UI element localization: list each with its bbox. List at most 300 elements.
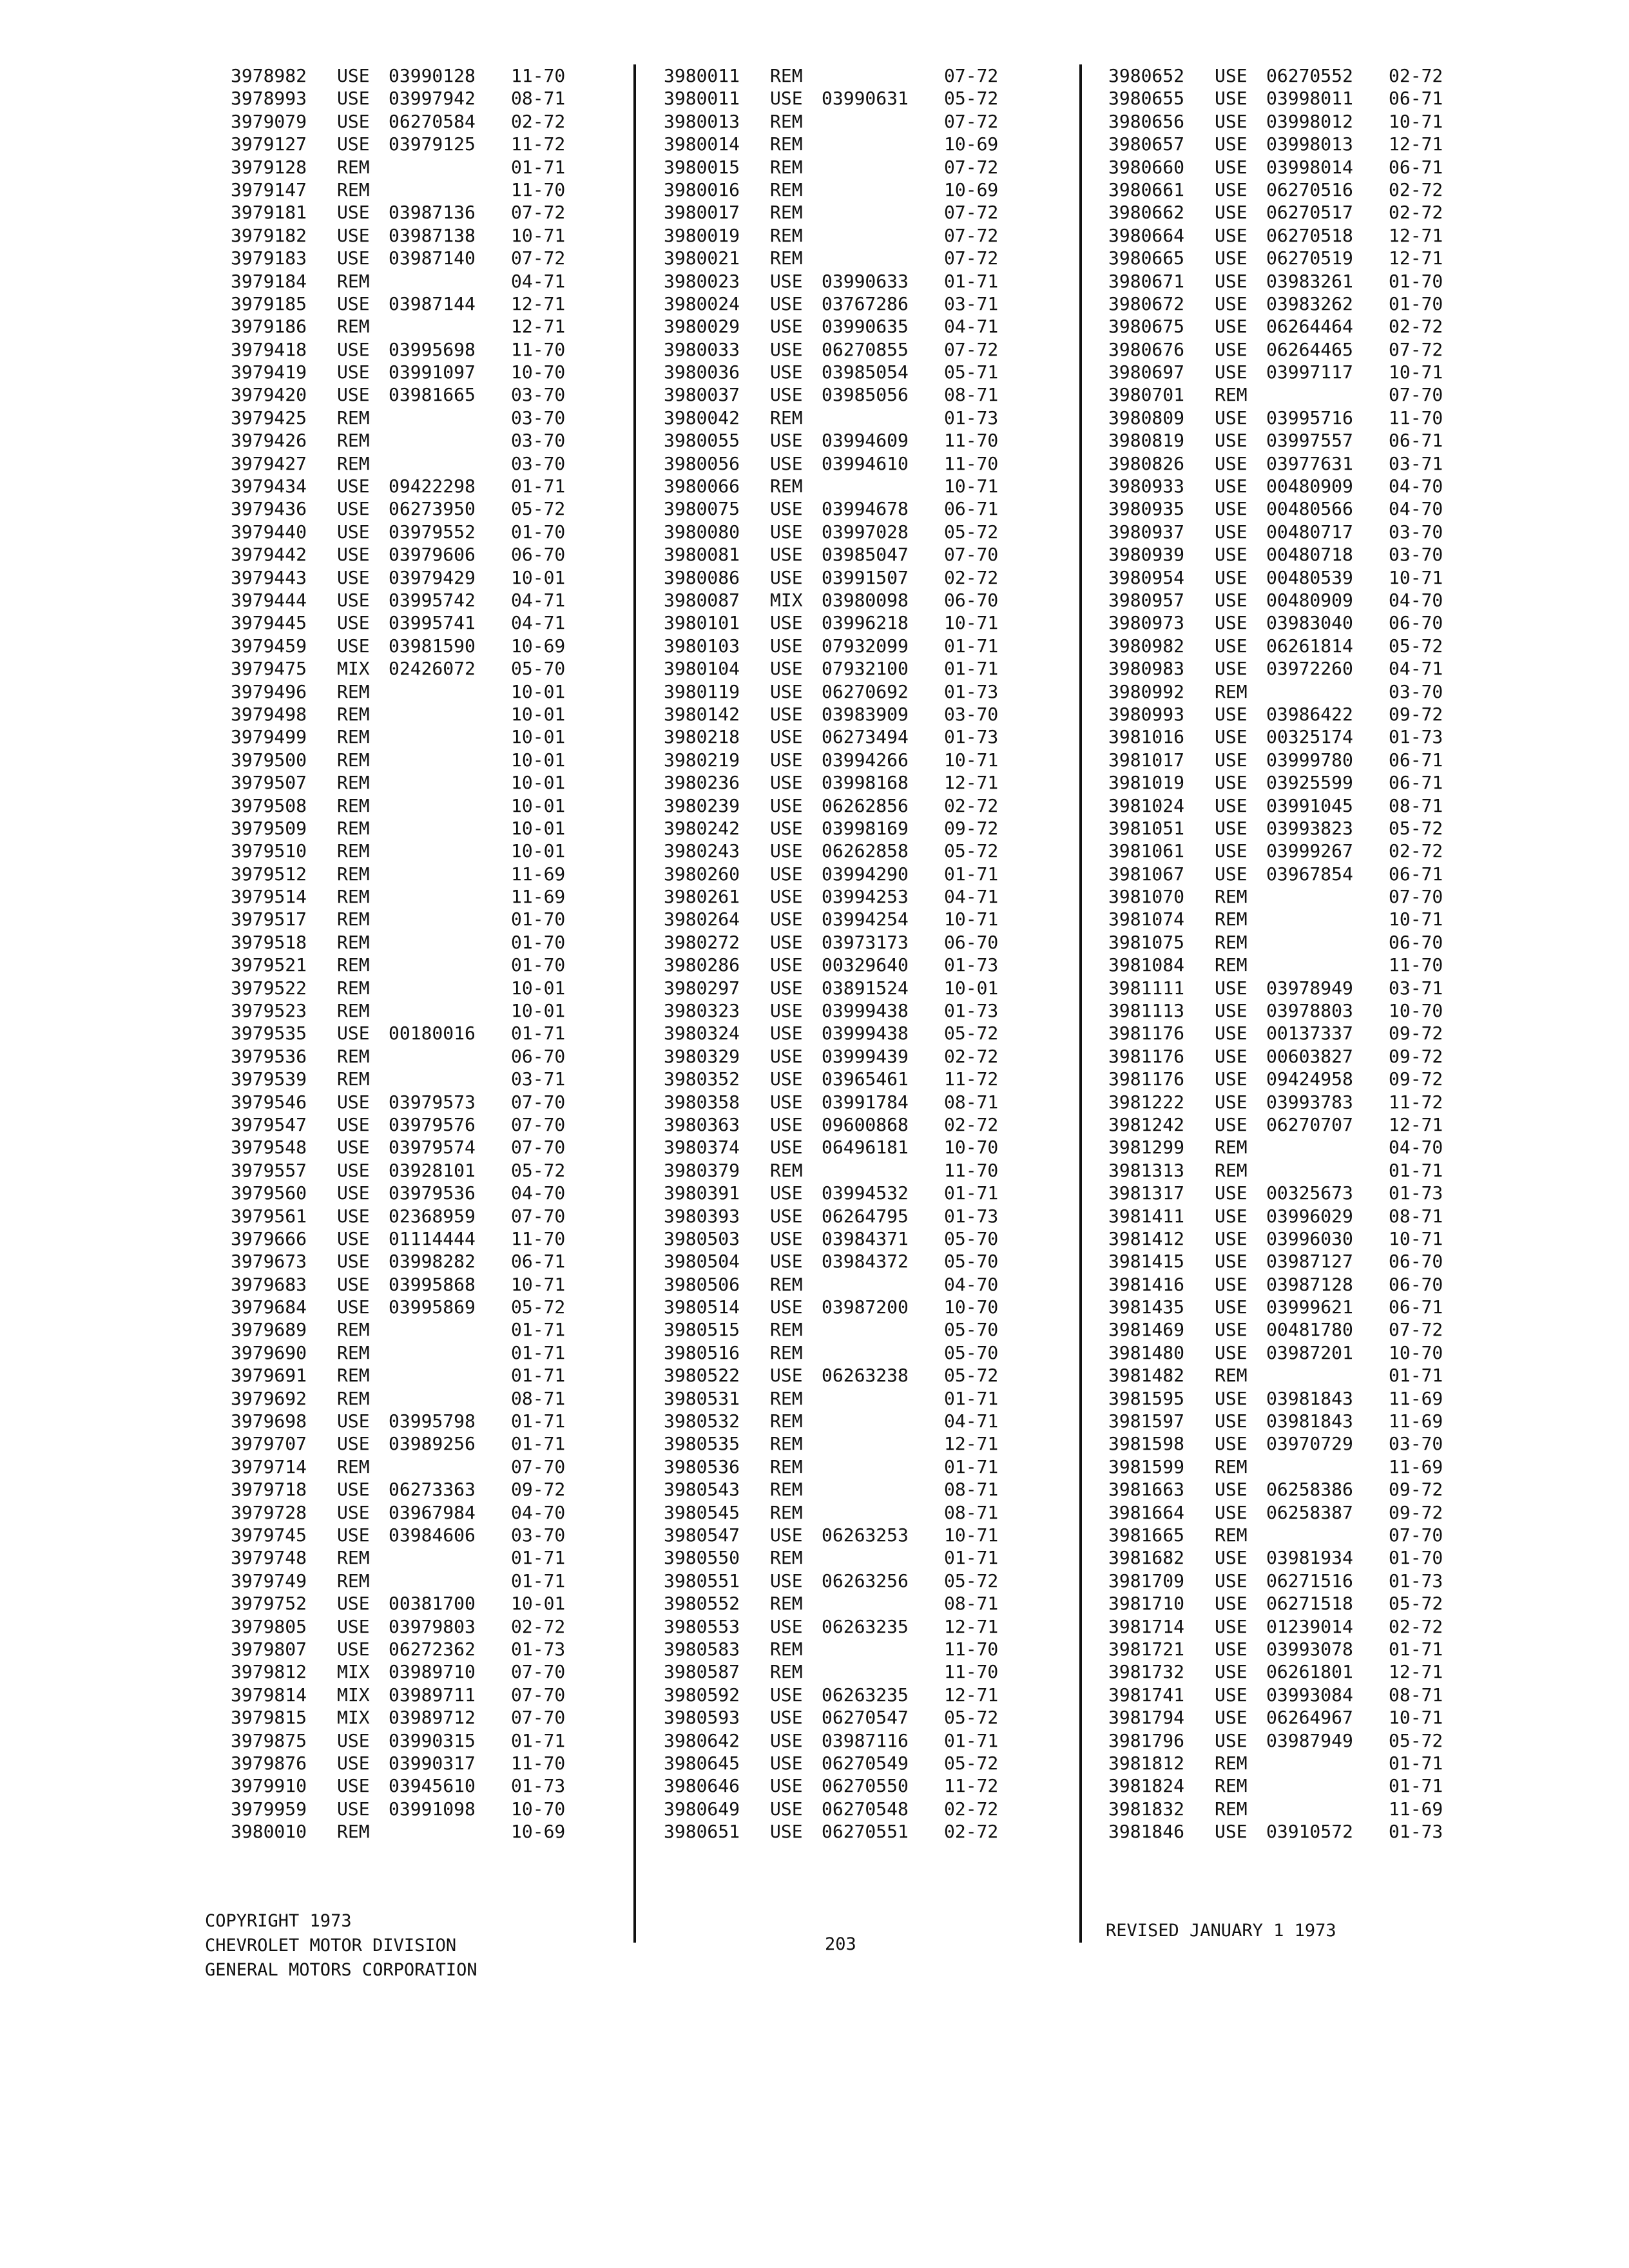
part-number: 3979745 bbox=[231, 1524, 307, 1546]
part-row bbox=[231, 794, 617, 817]
replacement-number: 01114444 bbox=[389, 1227, 476, 1249]
replacement-number: 02426072 bbox=[389, 658, 476, 680]
action-code: USE bbox=[770, 1023, 803, 1044]
date-code: 07-72 bbox=[511, 202, 566, 224]
part-row bbox=[664, 1546, 1063, 1569]
replacement-number: 03999438 bbox=[822, 1023, 909, 1044]
part-number: 3980272 bbox=[664, 931, 740, 953]
part-number: 3979752 bbox=[231, 1593, 307, 1615]
date-code: 10-70 bbox=[511, 361, 566, 383]
part-number: 3980522 bbox=[664, 1365, 740, 1387]
date-code: 05-72 bbox=[511, 1159, 566, 1181]
part-row bbox=[664, 1113, 1063, 1136]
replacement-number: 06270692 bbox=[822, 680, 909, 702]
date-code: 11-69 bbox=[1389, 1387, 1443, 1409]
date-code: 08-71 bbox=[511, 1387, 566, 1409]
action-code: USE bbox=[1215, 612, 1248, 634]
part-row bbox=[1108, 1045, 1508, 1068]
action-code: USE bbox=[770, 1524, 803, 1546]
part-row bbox=[664, 452, 1063, 475]
action-code: REM bbox=[337, 1387, 370, 1409]
date-code: 01-71 bbox=[511, 1570, 566, 1591]
replacement-number: 06270550 bbox=[822, 1775, 909, 1797]
part-row bbox=[664, 1045, 1063, 1068]
action-code: USE bbox=[1215, 202, 1248, 224]
replacement-number: 03990317 bbox=[389, 1752, 476, 1774]
part-number: 3980055 bbox=[664, 430, 740, 452]
date-code: 09-72 bbox=[1389, 1068, 1443, 1090]
part-row bbox=[664, 1638, 1063, 1660]
action-code: REM bbox=[770, 1159, 803, 1181]
date-code: 11-69 bbox=[1389, 1410, 1443, 1432]
date-code: 05-70 bbox=[944, 1341, 999, 1363]
part-number: 3979812 bbox=[231, 1661, 307, 1683]
part-row bbox=[664, 840, 1063, 862]
part-number: 3980506 bbox=[664, 1273, 740, 1295]
date-code: 11-70 bbox=[511, 65, 566, 86]
replacement-number: 03989710 bbox=[389, 1661, 476, 1683]
replacement-number: 09424958 bbox=[1266, 1068, 1353, 1090]
part-row bbox=[231, 1091, 617, 1113]
part-number: 3981061 bbox=[1108, 840, 1185, 862]
part-row bbox=[1108, 1387, 1508, 1410]
part-number: 3979445 bbox=[231, 612, 307, 634]
part-row bbox=[1108, 270, 1508, 293]
part-number: 3979673 bbox=[231, 1251, 307, 1273]
part-row bbox=[1108, 429, 1508, 452]
part-number: 3981016 bbox=[1108, 726, 1185, 748]
date-code: 11-70 bbox=[944, 452, 999, 474]
action-code: USE bbox=[1215, 338, 1248, 360]
action-code: REM bbox=[337, 863, 370, 885]
action-code: USE bbox=[770, 1091, 803, 1113]
date-code: 01-71 bbox=[511, 156, 566, 178]
part-number: 3980352 bbox=[664, 1068, 740, 1090]
part-number: 3979546 bbox=[231, 1091, 307, 1113]
replacement-number: 03928101 bbox=[389, 1159, 476, 1181]
part-number: 3978993 bbox=[231, 88, 307, 110]
action-code: REM bbox=[770, 133, 803, 155]
part-number: 3980379 bbox=[664, 1159, 740, 1181]
date-code: 10-01 bbox=[944, 977, 999, 999]
date-code: 01-73 bbox=[944, 1000, 999, 1022]
date-code: 01-73 bbox=[1389, 1570, 1443, 1591]
replacement-number: 03990633 bbox=[822, 270, 909, 292]
date-code: 03-70 bbox=[511, 452, 566, 474]
part-number: 3980017 bbox=[664, 202, 740, 224]
part-number: 3979427 bbox=[231, 452, 307, 474]
date-code: 07-70 bbox=[511, 1205, 566, 1227]
action-code: USE bbox=[1215, 1182, 1248, 1204]
action-code: USE bbox=[770, 863, 803, 885]
part-row bbox=[1108, 475, 1508, 497]
action-code: USE bbox=[1215, 1205, 1248, 1227]
replacement-number: 09600868 bbox=[822, 1113, 909, 1135]
part-number: 3979523 bbox=[231, 1000, 307, 1022]
action-code: USE bbox=[337, 133, 370, 155]
part-number: 3980104 bbox=[664, 658, 740, 680]
part-number: 3979547 bbox=[231, 1113, 307, 1135]
action-code: USE bbox=[1215, 840, 1248, 862]
part-row bbox=[231, 1432, 617, 1455]
part-row bbox=[1108, 1752, 1508, 1774]
action-code: REM bbox=[770, 476, 803, 497]
replacement-number: 03985047 bbox=[822, 544, 909, 566]
part-number: 3980029 bbox=[664, 316, 740, 338]
part-number: 3981482 bbox=[1108, 1365, 1185, 1387]
part-row bbox=[231, 703, 617, 726]
action-code: USE bbox=[1215, 247, 1248, 269]
part-number: 3981111 bbox=[1108, 977, 1185, 999]
date-code: 10-01 bbox=[511, 840, 566, 862]
part-number: 3980655 bbox=[1108, 88, 1185, 110]
part-row bbox=[231, 1615, 617, 1638]
action-code: USE bbox=[770, 1775, 803, 1797]
date-code: 04-70 bbox=[511, 1501, 566, 1523]
replacement-number: 06270517 bbox=[1266, 202, 1353, 224]
action-code: USE bbox=[337, 1593, 370, 1615]
part-row bbox=[231, 1045, 617, 1068]
action-code: REM bbox=[337, 1365, 370, 1387]
part-row bbox=[664, 1364, 1063, 1387]
part-row bbox=[664, 521, 1063, 543]
part-number: 3981664 bbox=[1108, 1501, 1185, 1523]
part-row bbox=[664, 1592, 1063, 1615]
part-number: 3980954 bbox=[1108, 566, 1185, 588]
part-row bbox=[664, 1159, 1063, 1182]
date-code: 10-71 bbox=[944, 476, 999, 497]
replacement-number: 03991784 bbox=[822, 1091, 909, 1113]
part-row bbox=[1108, 1091, 1508, 1113]
part-number: 3980547 bbox=[664, 1524, 740, 1546]
action-code: REM bbox=[770, 407, 803, 428]
date-code: 11-70 bbox=[511, 1227, 566, 1249]
part-number: 3980933 bbox=[1108, 476, 1185, 497]
date-code: 06-71 bbox=[1389, 749, 1443, 771]
part-number: 3980550 bbox=[664, 1547, 740, 1569]
date-code: 01-71 bbox=[944, 863, 999, 885]
action-code: REM bbox=[770, 1456, 803, 1477]
action-code: REM bbox=[337, 931, 370, 953]
action-code: USE bbox=[1215, 863, 1248, 885]
part-row bbox=[1108, 1022, 1508, 1044]
replacement-number: 03989711 bbox=[389, 1684, 476, 1706]
part-row bbox=[1108, 1410, 1508, 1432]
action-code: USE bbox=[337, 1524, 370, 1546]
part-number: 3980013 bbox=[664, 110, 740, 132]
date-code: 12-71 bbox=[1389, 247, 1443, 269]
part-number: 3980826 bbox=[1108, 452, 1185, 474]
part-number: 3979539 bbox=[231, 1068, 307, 1090]
action-code: USE bbox=[1215, 794, 1248, 816]
action-code: USE bbox=[1215, 110, 1248, 132]
part-number: 3979814 bbox=[231, 1684, 307, 1706]
date-code: 01-73 bbox=[1389, 726, 1443, 748]
part-row bbox=[231, 611, 617, 634]
part-number: 3979444 bbox=[231, 589, 307, 611]
part-number: 3980297 bbox=[664, 977, 740, 999]
part-number: 3981222 bbox=[1108, 1091, 1185, 1113]
part-number: 3980056 bbox=[664, 452, 740, 474]
date-code: 01-70 bbox=[511, 521, 566, 543]
date-code: 03-70 bbox=[1389, 680, 1443, 702]
part-number: 3980329 bbox=[664, 1045, 740, 1067]
action-code: USE bbox=[337, 361, 370, 383]
action-code: USE bbox=[770, 1182, 803, 1204]
action-code: USE bbox=[1215, 498, 1248, 520]
part-row bbox=[1108, 840, 1508, 862]
date-code: 07-70 bbox=[1389, 384, 1443, 406]
replacement-number: 03991098 bbox=[389, 1798, 476, 1820]
action-code: USE bbox=[337, 338, 370, 360]
action-code: REM bbox=[337, 703, 370, 725]
date-code: 11-70 bbox=[1389, 954, 1443, 976]
action-code: REM bbox=[337, 407, 370, 428]
date-code: 01-70 bbox=[511, 954, 566, 976]
part-number: 3979666 bbox=[231, 1227, 307, 1249]
date-code: 10-01 bbox=[511, 772, 566, 794]
replacement-number: 03997117 bbox=[1266, 361, 1353, 383]
replacement-number: 03995716 bbox=[1266, 407, 1353, 428]
replacement-number: 07932099 bbox=[822, 635, 909, 657]
action-code: USE bbox=[770, 794, 803, 816]
part-row bbox=[231, 931, 617, 954]
part-number: 3981019 bbox=[1108, 772, 1185, 794]
part-number: 3981435 bbox=[1108, 1296, 1185, 1318]
part-number: 3979728 bbox=[231, 1501, 307, 1523]
date-code: 06-70 bbox=[1389, 1273, 1443, 1295]
replacement-number: 03984606 bbox=[389, 1524, 476, 1546]
date-code: 05-72 bbox=[511, 498, 566, 520]
part-number: 3980516 bbox=[664, 1341, 740, 1363]
replacement-number: 03994609 bbox=[822, 430, 909, 452]
part-row bbox=[231, 1182, 617, 1204]
part-row bbox=[231, 1524, 617, 1546]
part-number: 3980552 bbox=[664, 1593, 740, 1615]
replacement-number: 03998014 bbox=[1266, 156, 1353, 178]
replacement-number: 06270548 bbox=[822, 1798, 909, 1820]
part-number: 3979959 bbox=[231, 1798, 307, 1820]
part-row bbox=[1108, 726, 1508, 748]
copyright-line: GENERAL MOTORS CORPORATION bbox=[205, 1960, 477, 1980]
action-code: USE bbox=[770, 270, 803, 292]
part-number: 3979683 bbox=[231, 1273, 307, 1295]
action-code: REM bbox=[1215, 886, 1248, 908]
part-number: 3979748 bbox=[231, 1547, 307, 1569]
action-code: REM bbox=[1215, 1365, 1248, 1387]
replacement-number: 03995698 bbox=[389, 338, 476, 360]
action-code: USE bbox=[1215, 1410, 1248, 1432]
action-code: REM bbox=[337, 726, 370, 748]
part-row bbox=[1108, 1273, 1508, 1296]
date-code: 08-71 bbox=[1389, 1684, 1443, 1706]
action-code: USE bbox=[1215, 407, 1248, 428]
action-code: USE bbox=[770, 658, 803, 680]
date-code: 05-72 bbox=[944, 1365, 999, 1387]
action-code: USE bbox=[337, 293, 370, 314]
part-row bbox=[1108, 1227, 1508, 1250]
part-number: 3981411 bbox=[1108, 1205, 1185, 1227]
part-number: 3979522 bbox=[231, 977, 307, 999]
date-code: 07-70 bbox=[511, 1091, 566, 1113]
replacement-number: 03967984 bbox=[389, 1501, 476, 1523]
date-code: 01-70 bbox=[1389, 270, 1443, 292]
date-code: 01-73 bbox=[511, 1775, 566, 1797]
part-number: 3980261 bbox=[664, 886, 740, 908]
part-number: 3979127 bbox=[231, 133, 307, 155]
date-code: 10-70 bbox=[511, 1798, 566, 1820]
part-number: 3979500 bbox=[231, 749, 307, 771]
replacement-number: 03999267 bbox=[1266, 840, 1353, 862]
replacement-number: 03970729 bbox=[1266, 1433, 1353, 1455]
part-number: 3981741 bbox=[1108, 1684, 1185, 1706]
replacement-number: 03991507 bbox=[822, 566, 909, 588]
part-row bbox=[664, 1615, 1063, 1638]
part-row bbox=[231, 1341, 617, 1364]
action-code: USE bbox=[337, 635, 370, 657]
replacement-number: 03985054 bbox=[822, 361, 909, 383]
part-row bbox=[664, 817, 1063, 840]
part-number: 3980103 bbox=[664, 635, 740, 657]
date-code: 09-72 bbox=[1389, 1023, 1443, 1044]
part-row bbox=[231, 110, 617, 133]
action-code: REM bbox=[337, 817, 370, 839]
part-number: 3979498 bbox=[231, 703, 307, 725]
action-code: REM bbox=[337, 1570, 370, 1591]
part-row bbox=[664, 201, 1063, 224]
action-code: USE bbox=[770, 1365, 803, 1387]
replacement-number: 03981934 bbox=[1266, 1547, 1353, 1569]
replacement-number: 06273950 bbox=[389, 498, 476, 520]
part-number: 3980543 bbox=[664, 1479, 740, 1501]
date-code: 05-72 bbox=[944, 1023, 999, 1044]
action-code: USE bbox=[1215, 1707, 1248, 1729]
date-code: 03-71 bbox=[944, 293, 999, 314]
part-row bbox=[664, 885, 1063, 908]
part-number: 3980080 bbox=[664, 521, 740, 543]
part-number: 3980358 bbox=[664, 1091, 740, 1113]
part-row bbox=[231, 726, 617, 748]
date-code: 01-71 bbox=[511, 1410, 566, 1432]
action-code: USE bbox=[337, 1615, 370, 1637]
action-code: REM bbox=[1215, 680, 1248, 702]
part-number: 3980587 bbox=[664, 1661, 740, 1683]
action-code: USE bbox=[770, 361, 803, 383]
date-code: 07-70 bbox=[511, 1707, 566, 1729]
replacement-number: 03996218 bbox=[822, 612, 909, 634]
action-code: USE bbox=[770, 977, 803, 999]
replacement-number: 06270584 bbox=[389, 110, 476, 132]
date-code: 01-71 bbox=[511, 1365, 566, 1387]
replacement-number: 03986422 bbox=[1266, 703, 1353, 725]
action-code: USE bbox=[337, 1638, 370, 1660]
date-code: 09-72 bbox=[1389, 1045, 1443, 1067]
part-number: 3979691 bbox=[231, 1365, 307, 1387]
action-code: USE bbox=[1215, 452, 1248, 474]
action-code: USE bbox=[1215, 1387, 1248, 1409]
part-row bbox=[1108, 201, 1508, 224]
action-code: REM bbox=[337, 270, 370, 292]
action-code: USE bbox=[770, 544, 803, 566]
date-code: 10-71 bbox=[944, 612, 999, 634]
replacement-number: 06263238 bbox=[822, 1365, 909, 1387]
action-code: USE bbox=[1215, 817, 1248, 839]
action-code: REM bbox=[337, 452, 370, 474]
action-code: USE bbox=[337, 65, 370, 86]
action-code: REM bbox=[337, 680, 370, 702]
action-code: USE bbox=[337, 544, 370, 566]
action-code: REM bbox=[770, 1410, 803, 1432]
part-row bbox=[1108, 635, 1508, 657]
replacement-number: 00480909 bbox=[1266, 476, 1353, 497]
action-code: USE bbox=[337, 476, 370, 497]
action-code: USE bbox=[1215, 1319, 1248, 1341]
part-number: 3981721 bbox=[1108, 1638, 1185, 1660]
part-number: 3979499 bbox=[231, 726, 307, 748]
part-row bbox=[231, 1318, 617, 1341]
part-row bbox=[1108, 1820, 1508, 1843]
part-number: 3980551 bbox=[664, 1570, 740, 1591]
part-number: 3980015 bbox=[664, 156, 740, 178]
part-row bbox=[1108, 178, 1508, 201]
replacement-number: 06264795 bbox=[822, 1205, 909, 1227]
replacement-number: 09422298 bbox=[389, 476, 476, 497]
date-code: 08-71 bbox=[944, 1593, 999, 1615]
replacement-number: 03987200 bbox=[822, 1296, 909, 1318]
part-row bbox=[664, 703, 1063, 726]
date-code: 11-70 bbox=[944, 430, 999, 452]
date-code: 02-72 bbox=[1389, 65, 1443, 86]
date-code: 10-01 bbox=[511, 703, 566, 725]
action-code: USE bbox=[1215, 1227, 1248, 1249]
part-row bbox=[1108, 611, 1508, 634]
part-number: 3979518 bbox=[231, 931, 307, 953]
date-code: 04-70 bbox=[1389, 1137, 1443, 1158]
action-code: USE bbox=[770, 384, 803, 406]
date-code: 03-71 bbox=[1389, 452, 1443, 474]
part-row bbox=[664, 361, 1063, 383]
replacement-number: 03987136 bbox=[389, 202, 476, 224]
part-number: 3981796 bbox=[1108, 1729, 1185, 1751]
action-code: USE bbox=[337, 224, 370, 246]
date-code: 02-72 bbox=[944, 1821, 999, 1843]
part-row bbox=[1108, 1798, 1508, 1820]
date-code: 06-71 bbox=[511, 1251, 566, 1273]
date-code: 05-72 bbox=[944, 88, 999, 110]
date-code: 01-71 bbox=[944, 1547, 999, 1569]
part-number: 3979147 bbox=[231, 178, 307, 200]
date-code: 09-72 bbox=[1389, 703, 1443, 725]
part-number: 3980535 bbox=[664, 1433, 740, 1455]
part-row bbox=[231, 338, 617, 361]
action-code: USE bbox=[337, 1775, 370, 1797]
replacement-number: 03994254 bbox=[822, 908, 909, 930]
part-number: 3980697 bbox=[1108, 361, 1185, 383]
replacement-number: 03994290 bbox=[822, 863, 909, 885]
action-code: MIX bbox=[337, 1661, 370, 1683]
part-row bbox=[1108, 908, 1508, 930]
replacement-number: 01239014 bbox=[1266, 1615, 1353, 1637]
date-code: 07-70 bbox=[944, 544, 999, 566]
part-row bbox=[1108, 1136, 1508, 1158]
part-row bbox=[231, 1774, 617, 1797]
action-code: USE bbox=[770, 680, 803, 702]
replacement-number: 03993823 bbox=[1266, 817, 1353, 839]
date-code: 06-71 bbox=[1389, 156, 1443, 178]
date-code: 11-72 bbox=[1389, 1091, 1443, 1113]
part-row bbox=[1108, 931, 1508, 954]
replacement-number: 03978949 bbox=[1266, 977, 1353, 999]
